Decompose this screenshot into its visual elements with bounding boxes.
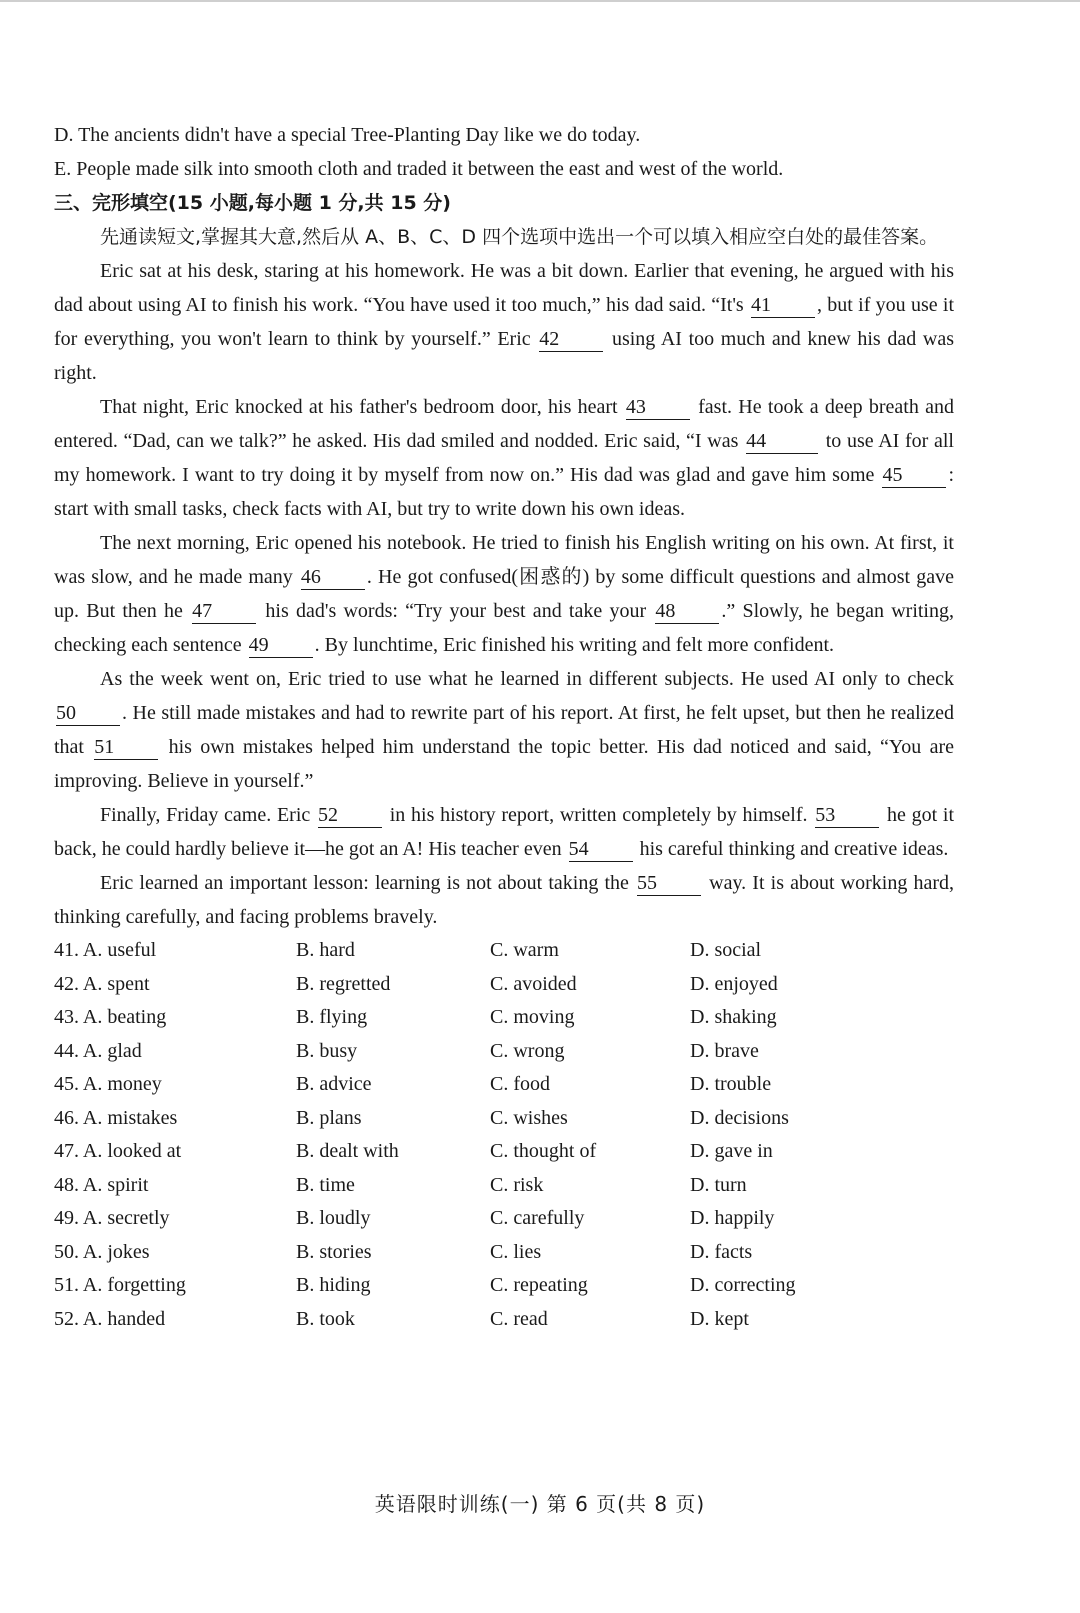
option-row-50	[54, 1236, 954, 1270]
option-44-a: 44. A. glad	[54, 1039, 142, 1062]
option-46-b: B. plans	[296, 1106, 362, 1129]
blank-44: 44	[746, 429, 818, 454]
blank-53: 53	[815, 803, 879, 828]
blank-49: 49	[249, 633, 313, 658]
option-row-47	[54, 1135, 954, 1169]
option-52-a: 52. A. handed	[54, 1307, 166, 1330]
option-row-48	[54, 1169, 954, 1203]
option-48-c: C. risk	[490, 1173, 544, 1196]
option-row-42	[54, 968, 954, 1002]
option-row-46	[54, 1102, 954, 1136]
blank-52: 52	[318, 803, 382, 828]
option-44-d: D. brave	[690, 1039, 759, 1062]
option-51-b: B. hiding	[296, 1274, 371, 1296]
section-instructions: 先通读短文,掌握其大意,然后从 A、B、C、D 四个选项中选出一个可以填入相应空白处的最佳答案。	[100, 226, 939, 248]
blank-45: 45	[882, 463, 946, 488]
option-48-a: 48. A. spirit	[54, 1173, 149, 1196]
option-50-b: B. stories	[296, 1240, 372, 1263]
exam-page	[54, 118, 954, 1336]
previous-option-d: D. The ancients didn't have a special Tree-Planting Day like we do today.	[54, 124, 641, 146]
top-edge-rule	[0, 0, 1080, 2]
passage-paragraph-6: Eric learned an important lesson: learning is not about taking the 55 way. It is about working hard, thinking carefully, and facing problems bravely.	[54, 872, 954, 928]
option-42-a: 42. A. spent	[54, 972, 150, 995]
option-41-c: C. warm	[490, 939, 559, 961]
option-45-a: 45. A. money	[54, 1073, 162, 1095]
passage-paragraph-5: Finally, Friday came. Eric 52 in his history report, written completely by himself. 53 he got it back, he could hardly believe it—he got an A! His teacher even 54 his careful thinking and creative ideas.	[54, 804, 954, 860]
option-row-49	[54, 1202, 954, 1236]
option-41-a: 41. A. useful	[54, 939, 157, 961]
option-52-b: B. took	[296, 1307, 355, 1330]
option-46-a: 46. A. mistakes	[54, 1106, 178, 1129]
option-42-c: C. avoided	[490, 972, 577, 995]
blank-47: 47	[192, 599, 256, 624]
option-43-c: C. moving	[490, 1006, 575, 1028]
option-42-b: B. regretted	[296, 972, 391, 995]
option-50-a: 50. A. jokes	[54, 1240, 150, 1263]
option-46-c: C. wishes	[490, 1106, 568, 1129]
previous-option-e: E. People made silk into smooth cloth and traded it between the east and west of the world.	[54, 158, 784, 180]
blank-48: 48	[655, 599, 719, 624]
option-row-52	[54, 1303, 954, 1337]
option-45-c: C. food	[490, 1073, 550, 1095]
blank-55: 55	[637, 871, 701, 896]
option-52-c: C. read	[490, 1307, 548, 1330]
option-47-d: D. gave in	[690, 1140, 773, 1162]
option-row-45	[54, 1068, 954, 1102]
page-footer: 英语限时训练(一) 第 6 页(共 8 页)	[374, 1492, 706, 1516]
passage-paragraph-1: Eric sat at his desk, staring at his homework. He was a bit down. Earlier that evening, he argued with his dad about using AI to finish his work. “You have used it too much,” his dad said. “It's 41 , but if you use it for everything, you won't learn to think by yourself.” Eric 42 using AI too much and knew his dad was right.	[54, 260, 954, 384]
section-title: 三、完形填空(15 小题,每小题 1 分,共 15 分)	[54, 192, 451, 214]
passage-paragraph-3: The next morning, Eric opened his notebook. He tried to finish his English writing on his own. At first, it was slow, and he made many 46 . He got confused(困惑的) by some difficult questions and almost gave up. But then he 47 his dad's words: “Try your best and take your 48 .” Slowly, he began writing, checking each sentence 49 . By lunchtime, Eric finished his writing and felt more confident.	[54, 532, 954, 656]
option-43-d: D. shaking	[690, 1006, 777, 1028]
option-44-b: B. busy	[296, 1039, 358, 1062]
passage-paragraph-2: That night, Eric knocked at his father's bedroom door, his heart 43 fast. He took a deep breath and entered. “Dad, can we talk?” he asked. His dad smiled and nodded. Eric said, “I was 44 to use AI for all my homework. I want to try doing it by myself from now on.” His dad was glad and gave him some 45 : start with small tasks, check facts with AI, but try to write down his own ideas.	[54, 396, 955, 520]
option-47-a: 47. A. looked at	[54, 1140, 182, 1162]
blank-43: 43	[626, 395, 690, 420]
answer-options	[54, 934, 954, 1336]
option-49-b: B. loudly	[296, 1207, 371, 1229]
option-49-c: C. carefully	[490, 1207, 585, 1229]
option-44-c: C. wrong	[490, 1039, 565, 1062]
option-47-b: B. dealt with	[296, 1140, 399, 1162]
option-48-d: D. turn	[690, 1173, 747, 1196]
passage-paragraph-4: As the week went on, Eric tried to use what he learned in different subjects. He used AI only to check 50 . He still made mistakes and had to rewrite part of his report. At first, he felt upset, but then he realized that 51 his own mistakes helped him understand the topic better. His dad noticed and said, “You are improving. Believe in yourself.”	[54, 668, 954, 792]
option-51-c: C. repeating	[490, 1274, 588, 1296]
option-43-a: 43. A. beating	[54, 1006, 167, 1028]
option-46-d: D. decisions	[690, 1106, 789, 1129]
option-row-41	[54, 934, 954, 968]
option-51-d: D. correcting	[690, 1274, 796, 1296]
blank-41: 41	[751, 293, 815, 318]
option-41-d: D. social	[690, 939, 762, 961]
option-45-d: D. trouble	[690, 1073, 772, 1095]
option-49-d: D. happily	[690, 1207, 775, 1229]
option-45-b: B. advice	[296, 1073, 372, 1095]
option-row-44	[54, 1035, 954, 1069]
blank-46: 46	[301, 565, 365, 590]
option-51-a: 51. A. forgetting	[54, 1274, 186, 1296]
option-49-a: 49. A. secretly	[54, 1207, 170, 1229]
option-42-d: D. enjoyed	[690, 972, 778, 995]
option-52-d: D. kept	[690, 1307, 749, 1330]
option-row-51	[54, 1269, 954, 1303]
blank-54: 54	[569, 837, 633, 862]
blank-51: 51	[94, 735, 158, 760]
blank-42: 42	[539, 327, 603, 352]
option-row-43	[54, 1001, 954, 1035]
option-50-d: D. facts	[690, 1240, 753, 1263]
option-50-c: C. lies	[490, 1240, 542, 1263]
option-47-c: C. thought of	[490, 1140, 597, 1162]
option-48-b: B. time	[296, 1173, 355, 1196]
option-43-b: B. flying	[296, 1006, 368, 1028]
option-41-b: B. hard	[296, 939, 355, 961]
blank-50: 50	[56, 701, 120, 726]
